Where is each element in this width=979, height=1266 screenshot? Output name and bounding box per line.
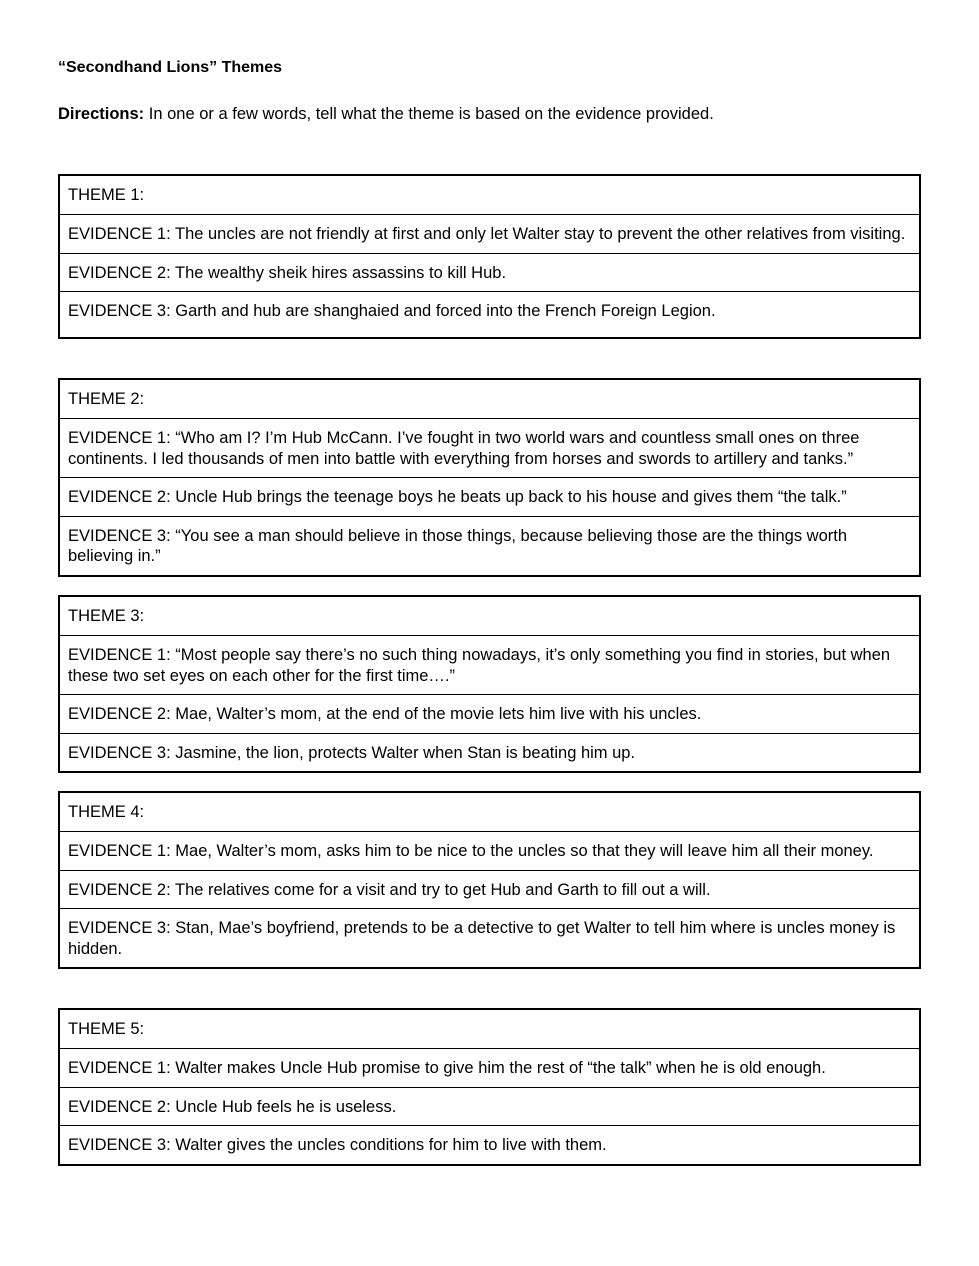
evidence-row: EVIDENCE 2: Mae, Walter’s mom, at the end of the movie lets him live with his uncles. [60,694,919,733]
theme-table-2 [58,378,921,577]
page-title: “Secondhand Lions” Themes [58,59,283,76]
directions [58,105,714,124]
theme-row[interactable]: THEME 5: [68,1020,145,1038]
theme-table-4 [58,791,921,969]
evidence-row: EVIDENCE 2: Uncle Hub feels he is useless. [60,1087,919,1126]
evidence-row: EVIDENCE 1: The uncles are not friendly at first and only let Walter stay to prevent the other relatives from visiting. [60,214,919,253]
evidence-row: EVIDENCE 2: The relatives come for a visit and try to get Hub and Garth to fill out a will. [60,870,919,909]
evidence-row: EVIDENCE 1: Mae, Walter’s mom, asks him to be nice to the uncles so that they will leave him all their money. [60,831,919,870]
theme-table-3 [58,595,921,773]
theme-row[interactable]: THEME 3: [68,607,145,625]
evidence-row: EVIDENCE 1: “Most people say there’s no such thing nowadays, it’s only something you find in stories, but when these two set eyes on each other for the first time….” [60,635,919,694]
theme-table-5 [58,1008,921,1166]
evidence-row: EVIDENCE 3: Walter gives the uncles conditions for him to live with them. [60,1125,919,1164]
theme-row[interactable]: THEME 4: [68,803,145,821]
directions-text: In one or a few words, tell what the theme is based on the evidence provided. [144,105,714,123]
evidence-row: EVIDENCE 3: Stan, Mae’s boyfriend, pretends to be a detective to get Walter to tell him where is uncles money is hidden. [60,908,919,967]
theme-row[interactable]: THEME 1: [68,186,145,204]
evidence-row: EVIDENCE 2: The wealthy sheik hires assassins to kill Hub. [60,253,919,292]
theme-table-1 [58,174,921,339]
evidence-row: EVIDENCE 3: Jasmine, the lion, protects Walter when Stan is beating him up. [60,733,919,772]
directions-label: Directions: [58,105,145,123]
evidence-row: EVIDENCE 1: Walter makes Uncle Hub promise to give him the rest of “the talk” when he is old enough. [60,1048,919,1087]
evidence-row: EVIDENCE 1: “Who am I? I’m Hub McCann. I’ve fought in two world wars and countless small ones on three continents. I led thousands of men into battle with everything from horses and swords to artillery and tanks.” [60,418,919,477]
evidence-row: EVIDENCE 2: Uncle Hub brings the teenage boys he beats up back to his house and gives them “the talk.” [60,477,919,516]
evidence-row: EVIDENCE 3: “You see a man should believe in those things, because believing those are the things worth believing in.” [60,516,919,575]
evidence-row: EVIDENCE 3: Garth and hub are shanghaied and forced into the French Foreign Legion. [60,291,919,337]
theme-row[interactable]: THEME 2: [68,390,145,408]
